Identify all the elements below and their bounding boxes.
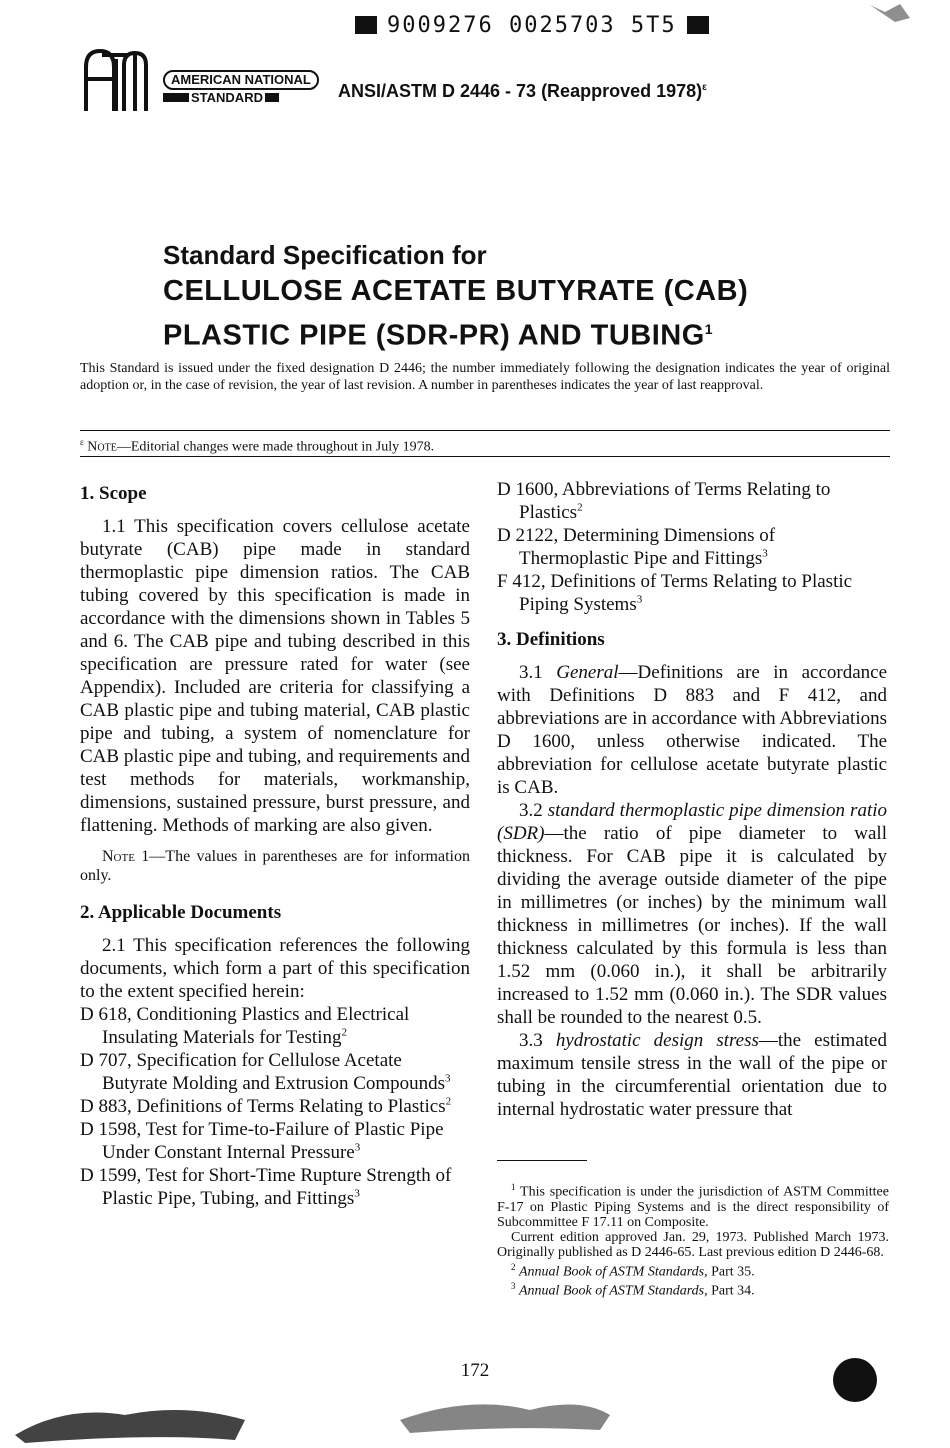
note-1-text: 1—The values in parentheses are for information only. <box>80 848 470 884</box>
title-block <box>163 238 863 355</box>
footnote-2-mark: 2 <box>511 1261 516 1272</box>
scan-dot-right <box>830 1355 880 1405</box>
left-column <box>80 478 470 1210</box>
ans-badge-bottom: STANDARD <box>191 90 323 105</box>
def-3-1-text: —Definitions are in accordance with Definitions D 883 and F 412, and abbreviations are in accordance with Abbreviations D 1600, unless otherwise indicated. The abbreviation for cellulose acetate butyrate plastic is CAB. <box>497 662 888 798</box>
footnote-2-text: Annual Book of ASTM Standards, <box>519 1264 708 1280</box>
ref-text: F 412, Definitions of Terms Relating to Plastic Piping Systems <box>497 571 853 615</box>
scan-speck-top-right <box>840 0 940 30</box>
ref-fn: 2 <box>577 501 583 514</box>
designation-text: ANSI/ASTM D 2446 - 73 (Reapproved 1978) <box>338 81 703 101</box>
editorial-note-text: —Editorial changes were made throughout in July 1978. <box>116 439 435 455</box>
ref-d1598 <box>80 1118 470 1164</box>
note-1 <box>80 847 470 885</box>
footnote-3-mark: 3 <box>511 1281 516 1292</box>
title-line-2: CELLULOSE ACETATE BUTYRATE (CAB) <box>163 275 749 307</box>
def-3-3 <box>497 1029 887 1121</box>
ref-fn: 3 <box>445 1072 451 1085</box>
editorial-note-mark: ε <box>80 437 84 447</box>
ref-text: D 2122, Determining Dimensions of Thermoplastic Pipe and Fittings <box>497 525 776 569</box>
ref-d1600 <box>497 478 887 524</box>
ref-d618 <box>80 1003 470 1049</box>
ref-text: D 707, Specification for Cellulose Acetate Butyrate Molding and Extrusion Compounds <box>80 1050 446 1094</box>
title-line-3 <box>163 310 863 355</box>
footnote-3-text: Annual Book of ASTM Standards, <box>519 1283 708 1299</box>
scope-heading: 1. Scope <box>80 483 147 504</box>
ref-d883 <box>80 1095 470 1118</box>
docs-heading: 2. Applicable Documents <box>80 902 282 923</box>
note-1-label: Note <box>102 848 135 865</box>
divider-bottom <box>80 456 890 457</box>
code-block-right <box>687 16 709 34</box>
footnote-1-mark: 1 <box>511 1182 516 1192</box>
scope-1-1: 1.1 This specification covers cellulose acetate butyrate (CAB) pipe made in standard thermoplastic pipe dimension ratios. The CAB tubing covered by this specification is made in accordance with the dimensions shown in Tables 5 and 6. The CAB pipe and tubing described in this specification are pressure rated for water (see Appendix). Included are criteria for classifying a CAB plastic pipe and tubing material, CAB plastic pipe and tubing, a system of nomenclature for CAB plastic pipe and tubing, and requirements and test methods for materials, workmanship, dimensions, sustained pressure, burst pressure, and flattening. Methods of marking are also given. <box>80 516 470 836</box>
page-number: 172 <box>460 1360 490 1381</box>
ref-text: D 883, Definitions of Terms Relating to Plastics <box>80 1096 446 1117</box>
def-3-1-num: 3.1 <box>519 662 557 683</box>
scan-smudge-center <box>390 1385 620 1435</box>
title-line-1: Standard Specification for <box>163 240 487 270</box>
ref-fn: 2 <box>341 1026 347 1039</box>
editorial-note-label: Note <box>87 439 117 455</box>
ans-badge-top: AMERICAN NATIONAL <box>163 70 319 90</box>
ref-fn: 3 <box>636 593 643 606</box>
def-3-3-num: 3.3 <box>519 1030 556 1051</box>
intro-paragraph: This Standard is issued under the fixed designation D 2446; the number immediately following the designation indicates the year of original adoption or, in the case of revision, the year of last revision. A number in parentheses indicates the year of last reapproval. <box>80 361 890 393</box>
ref-fn: 3 <box>762 547 768 560</box>
ref-fn: 3 <box>354 1187 360 1200</box>
ref-text: D 1598, Test for Time-to-Failure of Plastic Pipe Under Constant Internal Pressure <box>80 1119 444 1163</box>
code-block-left <box>355 16 377 34</box>
astm-logo-icon <box>80 45 150 115</box>
footnote-1-edition: Current edition approved Jan. 29, 1973. Published March 1973. Originally published as D 2446-65. Last previous edition D 2446-68. <box>497 1229 889 1260</box>
def-3-2 <box>497 799 887 1029</box>
def-3-2-term: standard thermoplastic pipe dimension ratio (SDR) <box>497 800 888 844</box>
designation-mark: ε <box>702 82 707 93</box>
footnote-2-part: Part 35. <box>707 1264 755 1280</box>
ref-d707 <box>80 1049 470 1095</box>
footnote-2 <box>497 1260 889 1280</box>
title-footnote-mark: 1 <box>704 321 714 337</box>
footnote-1 <box>497 1180 889 1230</box>
ref-fn: 3 <box>354 1141 361 1154</box>
ref-d2122 <box>497 524 887 570</box>
right-column <box>497 478 887 1121</box>
ans-badge <box>163 70 323 110</box>
footnote-1-text: This specification is under the jurisdiction of ASTM Committee F-17 on Plastic Piping Systems and is the direct responsibility of Subcommittee F 17.11 on Composite. <box>497 1184 889 1230</box>
designation <box>338 81 707 102</box>
def-3-2-num: 3.2 <box>519 800 548 821</box>
ref-d1599 <box>80 1164 470 1210</box>
def-3-1-term: General <box>556 662 619 683</box>
ref-f412 <box>497 570 887 616</box>
divider-top <box>80 430 890 431</box>
ref-fn: 2 <box>445 1095 452 1108</box>
top-code-line <box>355 12 755 38</box>
footnote-3 <box>497 1279 889 1299</box>
ref-text: D 618, Conditioning Plastics and Electrical Insulating Materials for Testing <box>80 1004 410 1048</box>
editorial-note <box>80 434 434 456</box>
def-3-3-text: —the estimated maximum tensile stress in the wall of the pipe or tubing in the circumferential orientation due to internal hydrostatic water pressure that <box>497 1030 887 1120</box>
title-line-3-text: PLASTIC PIPE (SDR-PR) AND TUBING <box>163 319 705 352</box>
def-3-1 <box>497 661 887 799</box>
docs-2-1: 2.1 This specification references the following documents, which form a part of this specification to the extent specified herein: <box>80 935 470 1002</box>
scan-smudge-left <box>5 1385 255 1445</box>
code-text: 9009276 0025703 5T5 <box>387 12 677 38</box>
footnotes <box>497 1180 889 1299</box>
footnote-3-part: Part 34. <box>707 1283 755 1299</box>
ref-text: D 1599, Test for Short-Time Rupture Strength of Plastic Pipe, Tubing, and Fittings <box>80 1165 452 1209</box>
footnote-rule <box>497 1160 587 1161</box>
def-3-2-text: —the ratio of pipe diameter to wall thickness. For CAB pipe it is calculated by dividing the average outside diameter of the pipe in millimetres (or inches) by the minimum wall thickness in millimetres (or inches). If the wall thickness calculated by this formula is less than 1.52 mm (0.060 in.), it shall be arbitrarily increased to 1.52 mm (0.060 in.). The SDR values shall be rounded to the nearest 0.5. <box>497 823 887 1028</box>
def-3-3-term: hydrostatic design stress <box>555 1030 759 1051</box>
definitions-heading: 3. Definitions <box>497 629 605 650</box>
ref-text: D 1600, Abbreviations of Terms Relating to Plastics <box>497 479 831 523</box>
